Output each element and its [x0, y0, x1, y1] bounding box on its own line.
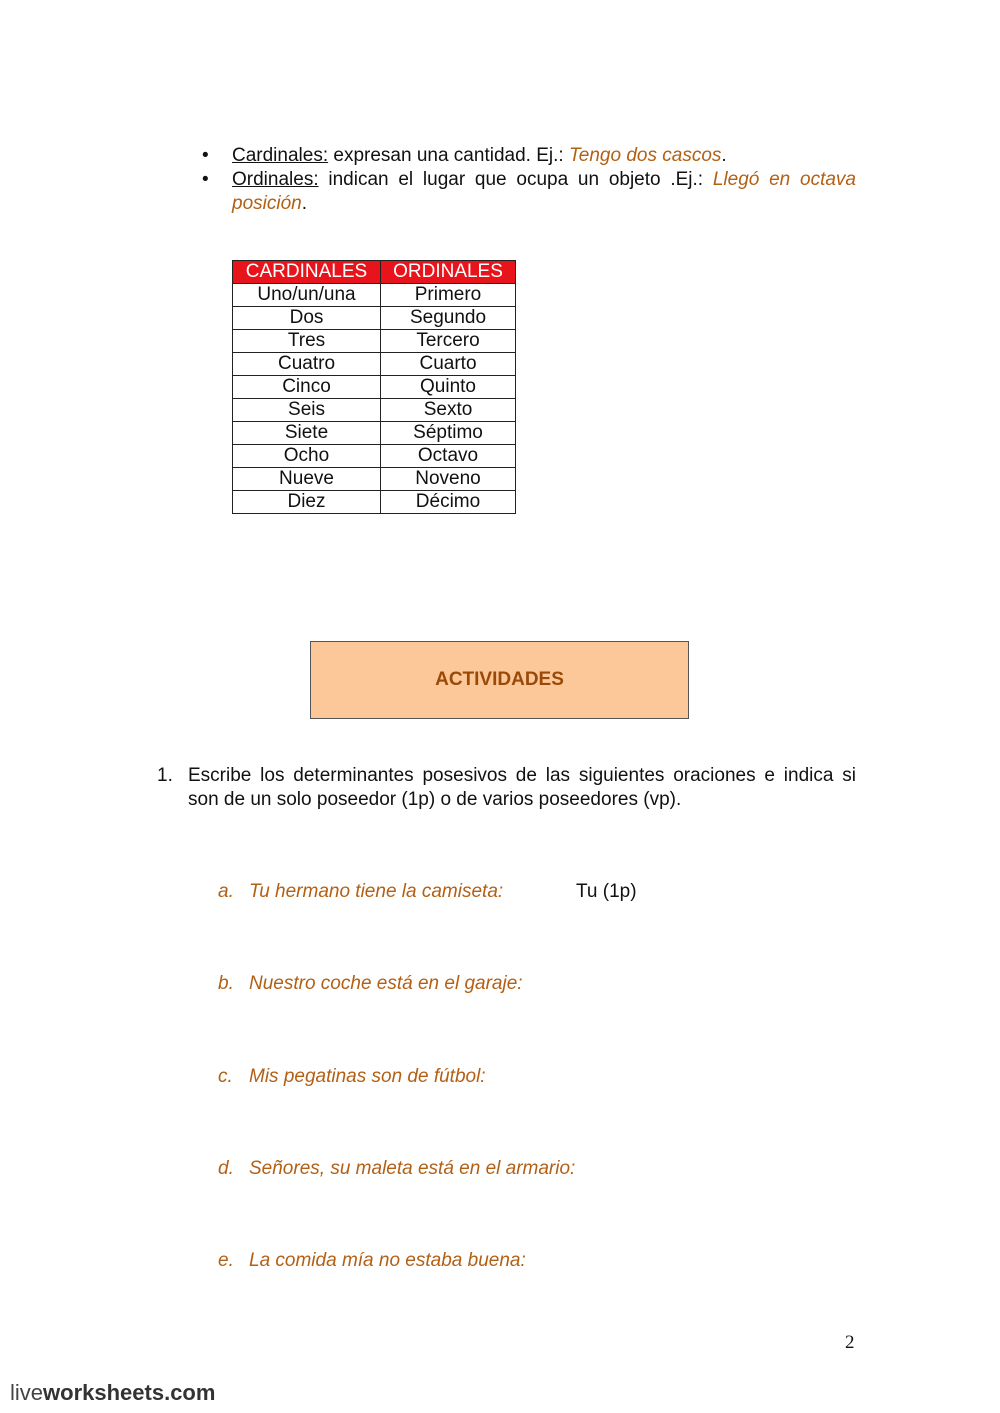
cell-cardinal: Seis [233, 399, 381, 422]
table-row [233, 399, 516, 422]
header-ordinales: ORDINALES [381, 261, 516, 284]
item-letter: b. [218, 973, 234, 994]
item-sentence: Mis pegatinas son de fútbol: [249, 1066, 486, 1087]
cell-ordinal: Primero [381, 284, 516, 307]
item-letter: c. [218, 1066, 233, 1087]
table-header-row [233, 261, 516, 284]
exercise-item-c [218, 1066, 486, 1088]
item-sentence: Tu hermano tiene la camiseta: [249, 881, 504, 902]
cell-ordinal: Sexto [381, 399, 516, 422]
period: . [301, 193, 307, 214]
bullet-dot: • [202, 169, 209, 190]
exercise-text: Escribe los determinantes posesivos de las siguientes oraciones e indica si son de un solo poseedor (1p) o de varios poseedores (vp). [188, 765, 856, 810]
cell-cardinal: Nueve [233, 468, 381, 491]
definition-text: expresan una cantidad. Ej.: [328, 145, 569, 166]
header-cardinales: CARDINALES [233, 261, 381, 284]
table-row [233, 330, 516, 353]
logo-suffix: .com [164, 1380, 216, 1405]
cell-cardinal: Siete [233, 422, 381, 445]
cell-cardinal: Ocho [233, 445, 381, 468]
example-text: Llegó en octava posición [232, 169, 856, 214]
table-row [233, 445, 516, 468]
activities-box [310, 641, 689, 719]
period: . [721, 145, 727, 166]
item-letter: e. [218, 1250, 234, 1271]
table-row [233, 491, 516, 514]
table-row [233, 422, 516, 445]
logo-worksheets: worksheets [43, 1380, 165, 1405]
table-row [233, 353, 516, 376]
numbers-table [232, 260, 516, 514]
item-letter: d. [218, 1158, 234, 1179]
item-sentence: Nuestro coche está en el garaje: [249, 973, 523, 994]
cell-cardinal: Uno/un/una [233, 284, 381, 307]
exercise-instruction [157, 764, 856, 812]
cell-ordinal: Cuarto [381, 353, 516, 376]
cell-cardinal: Tres [233, 330, 381, 353]
item-sentence: Señores, su maleta está en el armario: [249, 1158, 576, 1179]
cell-ordinal: Octavo [381, 445, 516, 468]
cell-cardinal: Dos [233, 307, 381, 330]
definitions-list [200, 144, 856, 216]
activities-title: ACTIVIDADES [435, 669, 564, 690]
exercise-item-e [218, 1250, 526, 1272]
definition-text: indican el lugar que ocupa un objeto .Ej.: [318, 169, 713, 190]
cell-cardinal: Cuatro [233, 353, 381, 376]
term-cardinales: Cardinales: [232, 145, 329, 166]
exercise-item-b [218, 973, 523, 995]
cell-ordinal: Noveno [381, 468, 516, 491]
item-sentence: La comida mía no estaba buena: [249, 1250, 526, 1271]
cell-ordinal: Quinto [381, 376, 516, 399]
term-ordinales: Ordinales: [232, 169, 319, 190]
answer-field-a[interactable]: Tu (1p) [576, 881, 637, 902]
table-row [233, 376, 516, 399]
example-text: Tengo dos cascos [568, 145, 722, 166]
cell-ordinal: Décimo [381, 491, 516, 514]
logo-live: live [10, 1380, 44, 1405]
liveworksheets-logo [10, 1380, 215, 1406]
bullet-ordinales [200, 168, 856, 216]
table-row [233, 468, 516, 491]
page-number: 2 [845, 1332, 855, 1353]
cell-ordinal: Segundo [381, 307, 516, 330]
exercise-item-a [218, 881, 503, 903]
bullet-dot: • [202, 145, 209, 166]
cell-ordinal: Séptimo [381, 422, 516, 445]
cell-cardinal: Cinco [233, 376, 381, 399]
cell-ordinal: Tercero [381, 330, 516, 353]
item-letter: a. [218, 881, 234, 902]
table-row [233, 307, 516, 330]
bullet-cardinales [200, 144, 856, 168]
cell-cardinal: Diez [233, 491, 381, 514]
exercise-number: 1. [157, 765, 173, 786]
table-row [233, 284, 516, 307]
exercise-item-d [218, 1158, 575, 1180]
